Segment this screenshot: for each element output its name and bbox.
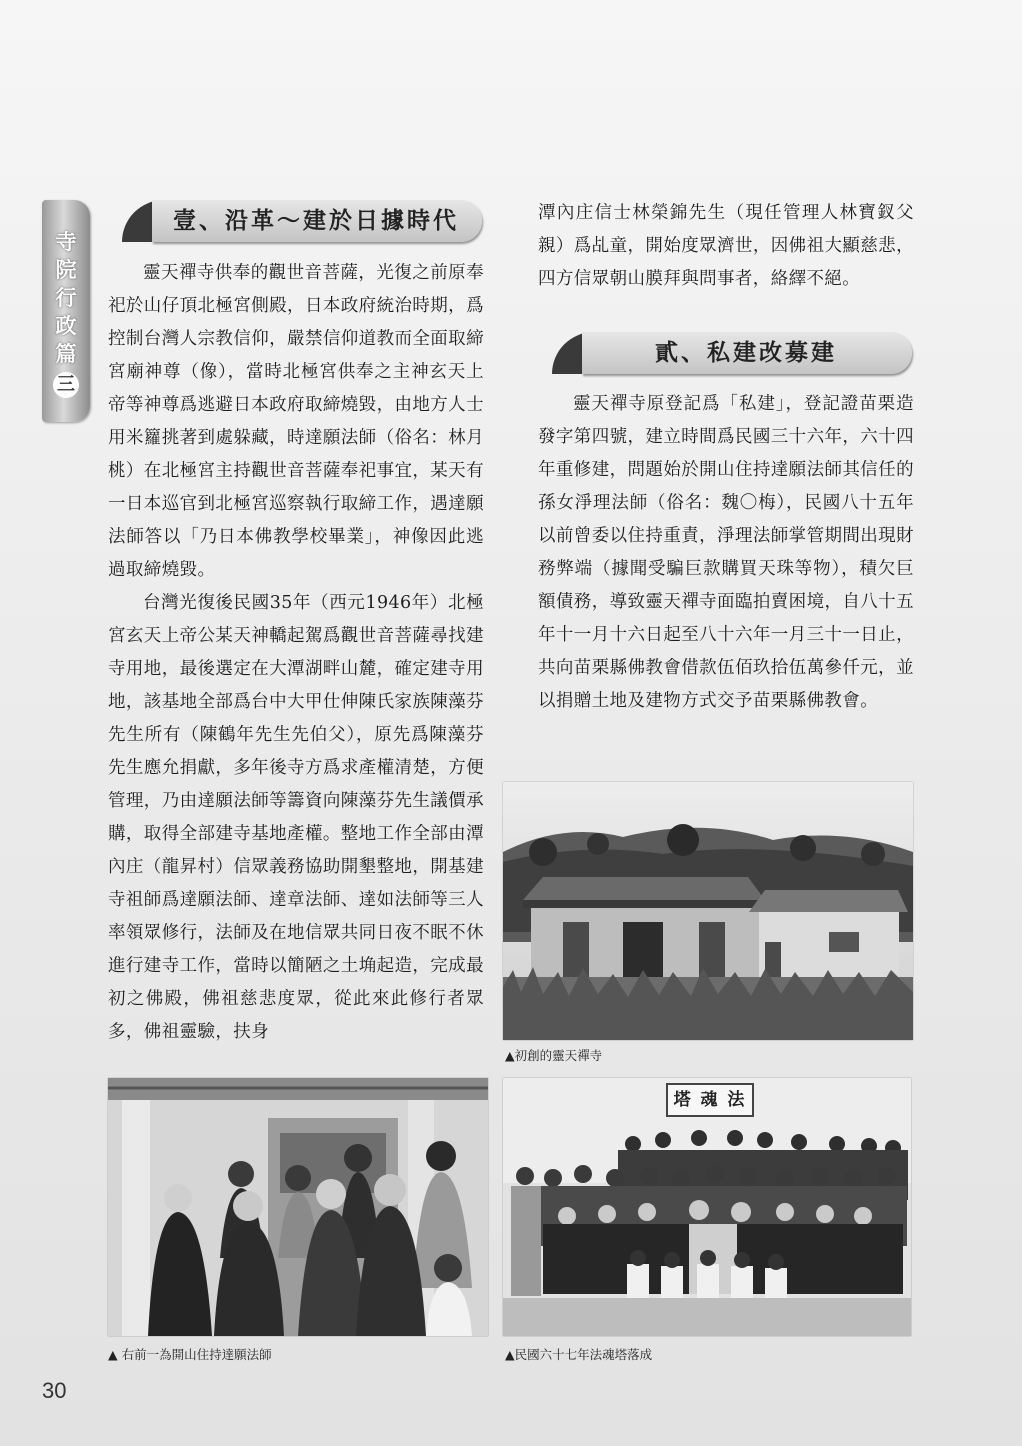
paragraph: 台灣光復後民國35年（西元1946年）北極宮玄天上帝公某天神轎起駕爲觀世音菩薩尋找建寺用地，最後選定在大潭湖畔山麓，確定建寺用地，該基地全部爲台中大甲仕伸陳氏家族陳藻芬先生所有（陳鶴年先生先伯父），原先爲陳藻芬先生應允捐獻，多年後寺方爲求產權清楚，方便管理，乃由達願法師等籌資向陳藻芬先生議價承購，取得全部建寺基地產權。整地工作全部由潭內庄（龍昇村）信眾義務協助開墾整地，開基建寺祖師爲達願法師、達章法師、達如法師等三人率領眾修行，法師及在地信眾共同日夜不眠不休進行建寺工作，當時以簡陋之土埆起造，完成最初之佛殿，佛祖慈悲度眾，從此來此修行者眾多，佛祖靈驗，扶身 — [108, 593, 484, 1042]
side-tab-char: 寺 — [55, 230, 77, 254]
side-tab-char: 篇 — [55, 342, 77, 366]
section-1-heading — [122, 200, 482, 242]
chapter-number-badge: 三 — [53, 372, 79, 398]
section-2-heading — [552, 332, 912, 374]
chapter-side-tab-text — [42, 228, 90, 398]
early-temple-caption: ▲初創的靈天禪寺 — [505, 1048, 603, 1063]
pagoda-ceremony-photo — [503, 1078, 911, 1336]
side-tab-char: 行 — [55, 286, 77, 310]
left-text-column — [108, 257, 484, 1049]
pagoda-photo-caption: ▲民國六十七年法魂塔落成 — [505, 1347, 653, 1362]
paragraph: 靈天禪寺供奉的觀世音菩薩，光復之前原奉祀於山仔頂北極宮側殿，日本政府統治時期，爲控制台灣人宗教信仰，嚴禁信仰道教而全面取締宮廟神尊（像），當時北極宮供奉之主神玄天上帝等神尊爲逃避日本政府取締燒毀，由地方人士用米籮挑著到處躲藏，時達願法師（俗名：林月桃）在北極宮主持觀世音菩薩奉祀事宜，某天有一日本巡官到北極宮巡察執行取締工作，遇達願法師答以「乃日本佛教學校畢業」，神像因此逃過取締燒毀。 — [108, 263, 484, 580]
founder-photo-caption: ▲ 右前一為開山住持達願法師 — [108, 1347, 272, 1362]
paragraph: 潭內庄信士林榮錦先生（現任管理人林寶釵父親）爲乩童，開始度眾濟世，因佛祖大顯慈悲，四方信眾朝山膜拜與問事者，絡繹不絕。 — [538, 203, 914, 289]
pagoda-plaque-text: 塔 魂 法 — [673, 1090, 747, 1110]
side-tab-char: 政 — [55, 314, 77, 338]
founder-group-photo — [108, 1078, 488, 1336]
chapter-side-tab — [42, 200, 90, 422]
right-text-column-top — [538, 197, 914, 296]
section-1-heading-text: 壹、沿革～建於日據時代 — [173, 207, 459, 234]
section-2-heading-text: 貳、私建改募建 — [655, 339, 837, 366]
paragraph: 靈天禪寺原登記爲「私建」，登記證苗栗造發字第四號，建立時間爲民國三十六年，六十四年重修建，問題始於開山住持達願法師其信任的孫女淨理法師（俗名：魏〇梅），民國八十五年以前曾委以住持重責，淨理法師掌管期間出現財務弊端（據聞受騙巨款購買天珠等物），積欠巨額債務，導致靈天禪寺面臨拍賣困境，自八十五年十一月十六日起至八十六年一月三十一日止，共向苗栗縣佛教會借款伍佰玖拾伍萬參仟元，並以捐贈土地及建物方式交予苗栗縣佛教會。 — [538, 394, 914, 711]
side-tab-char: 院 — [55, 258, 77, 282]
early-temple-photo — [503, 782, 913, 1040]
right-text-column — [538, 388, 914, 718]
page-number: 30 — [42, 1378, 67, 1403]
